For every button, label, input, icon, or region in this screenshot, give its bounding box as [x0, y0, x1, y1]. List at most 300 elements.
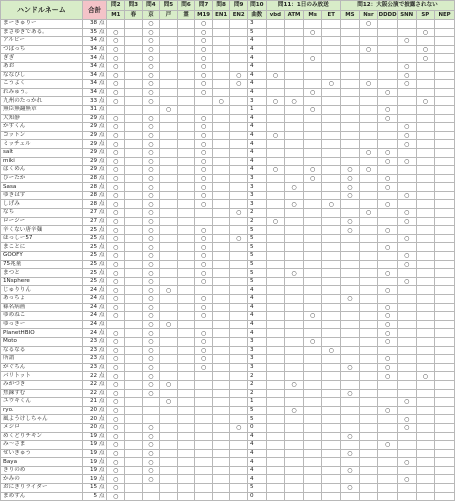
total-score: 29 点	[82, 166, 107, 175]
answer-cell	[212, 209, 230, 218]
answer-cell	[177, 166, 195, 175]
answer-cell: ○	[285, 269, 304, 278]
answer-cell	[212, 406, 230, 415]
answer-cell: ○	[378, 174, 398, 183]
answer-cell: ○	[142, 148, 160, 157]
total-score: 25 点	[82, 277, 107, 286]
answer-cell	[266, 80, 285, 89]
total-score: 25 点	[82, 226, 107, 235]
answer-cell	[303, 45, 322, 54]
answer-cell: ○	[142, 166, 160, 175]
answer-cell: ○	[142, 423, 160, 432]
answer-cell	[322, 252, 341, 261]
answer-cell	[230, 54, 248, 63]
total-score: 23 点	[82, 363, 107, 372]
answer-cell	[285, 432, 304, 441]
answer-cell	[160, 458, 178, 467]
answer-cell	[435, 140, 455, 149]
answer-cell: ○	[416, 54, 435, 63]
answer-cell: ○	[341, 217, 360, 226]
answer-cell: ○	[195, 200, 213, 209]
answer-cell	[230, 123, 248, 132]
answer-cell	[177, 269, 195, 278]
answer-cell	[285, 243, 304, 252]
answer-cell	[230, 226, 248, 235]
answer-cell: ○	[378, 114, 398, 123]
answer-cell: ○	[341, 432, 360, 441]
sub-header: MS	[341, 11, 360, 20]
answer-cell	[303, 449, 322, 458]
answer-cell	[416, 269, 435, 278]
answer-cell	[416, 114, 435, 123]
total-score: 19 点	[82, 466, 107, 475]
answer-cell	[341, 269, 360, 278]
answer-cell	[435, 62, 455, 71]
answer-cell: ○	[195, 243, 213, 252]
answer-cell	[266, 277, 285, 286]
answer-cell	[435, 131, 455, 140]
total-score: 19 点	[82, 449, 107, 458]
answer-cell	[359, 260, 378, 269]
answer-cell	[160, 234, 178, 243]
answer-cell	[378, 166, 398, 175]
answer-cell	[230, 398, 248, 407]
handle-name: Sasa	[1, 183, 83, 192]
answer-cell: ○	[107, 166, 125, 175]
answer-cell	[303, 131, 322, 140]
answer-cell	[285, 389, 304, 398]
answer-cell	[341, 329, 360, 338]
answer-cell	[266, 148, 285, 157]
sub-header: M1	[107, 11, 125, 20]
answer-cell	[397, 441, 416, 450]
answer-cell	[359, 71, 378, 80]
answer-cell	[230, 260, 248, 269]
answer-cell	[322, 226, 341, 235]
answer-cell	[416, 312, 435, 321]
answer-cell: ○	[378, 226, 398, 235]
answer-cell	[416, 80, 435, 89]
answer-cell	[266, 346, 285, 355]
answer-cell	[341, 252, 360, 261]
answer-cell: ○	[107, 140, 125, 149]
answer-cell	[416, 380, 435, 389]
answer-cell	[212, 252, 230, 261]
answer-cell	[212, 174, 230, 183]
answer-cell	[322, 449, 341, 458]
answer-cell: ○	[107, 71, 125, 80]
answer-cell	[212, 260, 230, 269]
answer-cell: ○	[341, 183, 360, 192]
answer-cell	[435, 277, 455, 286]
answer-cell	[359, 303, 378, 312]
answer-cell	[160, 114, 178, 123]
answer-cell	[177, 174, 195, 183]
answer-cell: ○	[195, 312, 213, 321]
handle-name: Baya	[1, 458, 83, 467]
answer-cell: ○	[107, 252, 125, 261]
answer-cell	[359, 105, 378, 114]
total-score: 35 点	[82, 28, 107, 37]
table-row	[1, 312, 455, 321]
answer-cell: ○	[378, 183, 398, 192]
answer-cell	[160, 97, 178, 106]
answer-cell	[285, 458, 304, 467]
answer-cell	[285, 80, 304, 89]
answer-cell	[285, 441, 304, 450]
handle-name: salt	[1, 148, 83, 157]
answer-cell	[303, 389, 322, 398]
answer-cell	[341, 88, 360, 97]
song-count: 2	[247, 380, 266, 389]
answer-cell	[378, 415, 398, 424]
answer-cell: ○	[195, 234, 213, 243]
answer-cell	[230, 45, 248, 54]
answer-cell	[322, 243, 341, 252]
answer-cell	[285, 449, 304, 458]
answer-cell	[195, 432, 213, 441]
answer-cell: ○	[142, 243, 160, 252]
answer-cell	[230, 243, 248, 252]
table-row	[1, 217, 455, 226]
answer-cell	[303, 372, 322, 381]
answer-cell	[322, 269, 341, 278]
answer-cell	[177, 123, 195, 132]
answer-cell	[435, 312, 455, 321]
q-header: 問2	[107, 1, 125, 11]
table-row	[1, 355, 455, 364]
answer-cell	[212, 380, 230, 389]
answer-cell	[397, 243, 416, 252]
answer-cell	[341, 475, 360, 484]
answer-cell	[303, 466, 322, 475]
total-score: 27 点	[82, 217, 107, 226]
q12-header: 問12：大阪公演で披露されない	[341, 1, 455, 11]
answer-cell: ○	[378, 320, 398, 329]
answer-cell	[285, 484, 304, 493]
table-row	[1, 406, 455, 415]
answer-cell	[435, 415, 455, 424]
answer-cell	[125, 415, 143, 424]
song-count: 4	[247, 140, 266, 149]
handle-name: 無臣無翻無章	[1, 105, 83, 114]
answer-cell	[397, 20, 416, 29]
answer-cell	[212, 441, 230, 450]
answer-cell: ○	[142, 140, 160, 149]
answer-cell: ○	[142, 269, 160, 278]
answer-cell: ○	[142, 337, 160, 346]
answer-cell: ○	[142, 54, 160, 63]
answer-cell	[266, 105, 285, 114]
answer-cell	[266, 260, 285, 269]
answer-cell	[266, 114, 285, 123]
answer-cell: ○	[378, 105, 398, 114]
table-row	[1, 234, 455, 243]
answer-cell	[322, 372, 341, 381]
answer-cell	[125, 449, 143, 458]
sub-header: 戸	[160, 11, 178, 20]
answer-cell: ○	[195, 303, 213, 312]
answer-cell	[212, 20, 230, 29]
answer-cell	[416, 183, 435, 192]
song-count: 4	[247, 458, 266, 467]
answer-cell: ○	[195, 226, 213, 235]
answer-cell	[212, 269, 230, 278]
answer-cell	[125, 62, 143, 71]
answer-cell	[212, 157, 230, 166]
answer-cell	[266, 415, 285, 424]
answer-cell	[125, 183, 143, 192]
answer-cell	[322, 54, 341, 63]
answer-cell	[322, 234, 341, 243]
answer-cell	[341, 54, 360, 63]
answer-cell	[341, 372, 360, 381]
answer-cell	[212, 389, 230, 398]
answer-cell	[397, 363, 416, 372]
answer-cell	[160, 475, 178, 484]
sub-header: ATM	[285, 11, 304, 20]
total-score: 34 点	[82, 45, 107, 54]
answer-cell: ○	[142, 114, 160, 123]
answer-cell	[285, 415, 304, 424]
answer-cell: ○	[107, 475, 125, 484]
answer-cell	[303, 20, 322, 29]
answer-cell	[303, 217, 322, 226]
answer-cell	[266, 140, 285, 149]
sub-header: ET	[322, 11, 341, 20]
answer-cell: ○	[142, 157, 160, 166]
answer-cell: ○	[303, 54, 322, 63]
answer-cell: ○	[285, 200, 304, 209]
q-header: 問4	[142, 1, 160, 11]
answer-cell	[378, 484, 398, 493]
answer-cell	[177, 80, 195, 89]
answer-cell	[416, 217, 435, 226]
answer-cell	[160, 449, 178, 458]
answer-cell: ○	[230, 71, 248, 80]
answer-cell	[397, 174, 416, 183]
answer-cell	[378, 492, 398, 501]
answer-cell	[435, 484, 455, 493]
answer-cell	[341, 243, 360, 252]
answer-cell	[322, 105, 341, 114]
answer-cell	[397, 286, 416, 295]
answer-cell	[125, 432, 143, 441]
answer-cell	[397, 269, 416, 278]
answer-cell	[303, 97, 322, 106]
answer-cell	[322, 174, 341, 183]
answer-cell	[195, 484, 213, 493]
answer-cell	[359, 123, 378, 132]
answer-cell	[177, 45, 195, 54]
table-row	[1, 252, 455, 261]
answer-cell	[266, 123, 285, 132]
answer-cell	[230, 140, 248, 149]
answer-cell: ○	[303, 312, 322, 321]
answer-cell	[160, 200, 178, 209]
answer-cell	[125, 398, 143, 407]
answer-cell	[285, 423, 304, 432]
handle-name: ミッチェル	[1, 140, 83, 149]
song-count: 3	[247, 174, 266, 183]
answer-cell	[212, 492, 230, 501]
answer-cell	[195, 209, 213, 218]
answer-cell	[266, 355, 285, 364]
answer-cell	[160, 243, 178, 252]
answer-cell: ○	[397, 217, 416, 226]
answer-cell	[230, 449, 248, 458]
answer-cell	[285, 217, 304, 226]
answer-cell	[359, 346, 378, 355]
answer-cell: ○	[266, 71, 285, 80]
answer-cell	[177, 389, 195, 398]
answer-cell	[322, 320, 341, 329]
answer-cell	[435, 449, 455, 458]
answer-cell	[212, 62, 230, 71]
handle-name: Moto	[1, 337, 83, 346]
answer-cell	[195, 97, 213, 106]
handle-name: アルビー	[1, 37, 83, 46]
answer-cell	[230, 475, 248, 484]
answer-cell	[322, 28, 341, 37]
answer-cell	[125, 346, 143, 355]
answer-cell	[195, 406, 213, 415]
answer-cell	[177, 286, 195, 295]
answer-cell	[125, 80, 143, 89]
answer-cell	[285, 398, 304, 407]
total-score: 19 点	[82, 432, 107, 441]
answer-cell: ○	[285, 380, 304, 389]
answer-cell: ○	[107, 380, 125, 389]
answer-cell	[177, 226, 195, 235]
handle-name-header: ハンドルネーム	[1, 1, 83, 20]
answer-cell	[212, 234, 230, 243]
answer-cell	[230, 191, 248, 200]
answer-cell: ○	[142, 62, 160, 71]
answer-cell	[359, 363, 378, 372]
sub-header: M19	[195, 11, 213, 20]
answer-cell	[177, 97, 195, 106]
answer-cell	[212, 415, 230, 424]
answer-cell	[303, 140, 322, 149]
answer-cell	[359, 466, 378, 475]
answer-cell	[416, 346, 435, 355]
handle-name: メジロ	[1, 423, 83, 432]
table-row	[1, 123, 455, 132]
answer-cell: ○	[107, 415, 125, 424]
answer-cell	[303, 363, 322, 372]
answer-cell	[435, 303, 455, 312]
answer-cell	[435, 183, 455, 192]
answer-cell	[359, 269, 378, 278]
answer-cell	[212, 277, 230, 286]
answer-cell	[177, 329, 195, 338]
answer-cell: ○	[107, 200, 125, 209]
answer-cell	[177, 380, 195, 389]
handle-name: みがづき	[1, 380, 83, 389]
answer-cell	[416, 62, 435, 71]
answer-cell	[195, 398, 213, 407]
answer-cell	[195, 380, 213, 389]
answer-cell	[177, 200, 195, 209]
answer-cell	[341, 312, 360, 321]
answer-cell	[435, 363, 455, 372]
answer-cell	[378, 234, 398, 243]
answer-cell	[230, 37, 248, 46]
handle-name: 焦錬ずむ	[1, 389, 83, 398]
sub-header: 曲数	[247, 11, 266, 20]
answer-cell	[359, 458, 378, 467]
handle-name: かみの	[1, 475, 83, 484]
answer-cell	[378, 475, 398, 484]
table-row	[1, 372, 455, 381]
answer-cell	[125, 329, 143, 338]
answer-cell	[160, 277, 178, 286]
answer-cell: ○	[142, 449, 160, 458]
answer-cell	[125, 269, 143, 278]
answer-cell	[266, 183, 285, 192]
song-count: 4	[247, 449, 266, 458]
answer-cell	[285, 475, 304, 484]
answer-cell	[160, 312, 178, 321]
answer-cell	[303, 329, 322, 338]
answer-cell	[266, 449, 285, 458]
answer-cell: ○	[359, 80, 378, 89]
answer-cell: ○	[195, 80, 213, 89]
answer-cell: ○	[107, 363, 125, 372]
q-header: 問7	[195, 1, 213, 11]
answer-cell	[160, 123, 178, 132]
answer-cell	[378, 398, 398, 407]
sub-header: 霊	[177, 11, 195, 20]
sub-header: Ms	[303, 11, 322, 20]
answer-cell	[378, 20, 398, 29]
answer-cell	[212, 432, 230, 441]
answer-cell	[397, 166, 416, 175]
answer-cell	[177, 252, 195, 261]
total-score: 24 点	[82, 320, 107, 329]
answer-cell: ○	[341, 226, 360, 235]
answer-cell	[266, 157, 285, 166]
answer-cell	[285, 492, 304, 501]
handle-name: 風ようけしちゃん	[1, 415, 83, 424]
answer-cell: ○	[142, 71, 160, 80]
answer-cell: ○	[107, 492, 125, 501]
answer-cell	[416, 320, 435, 329]
answer-cell	[435, 71, 455, 80]
answer-cell	[177, 295, 195, 304]
answer-cell	[397, 28, 416, 37]
answer-cell	[303, 441, 322, 450]
answer-cell	[195, 466, 213, 475]
answer-cell: ○	[397, 123, 416, 132]
answer-cell	[177, 355, 195, 364]
song-count: 5	[247, 406, 266, 415]
answer-cell: ○	[107, 398, 125, 407]
answer-cell	[285, 166, 304, 175]
answer-cell	[416, 432, 435, 441]
answer-cell	[341, 234, 360, 243]
answer-cell	[230, 295, 248, 304]
answer-cell: ○	[359, 209, 378, 218]
answer-cell	[341, 415, 360, 424]
answer-cell	[177, 432, 195, 441]
answer-cell	[160, 346, 178, 355]
answer-cell: ○	[397, 415, 416, 424]
handle-name: まーきゅりー	[1, 20, 83, 29]
answer-cell	[266, 269, 285, 278]
answer-cell: ○	[107, 80, 125, 89]
